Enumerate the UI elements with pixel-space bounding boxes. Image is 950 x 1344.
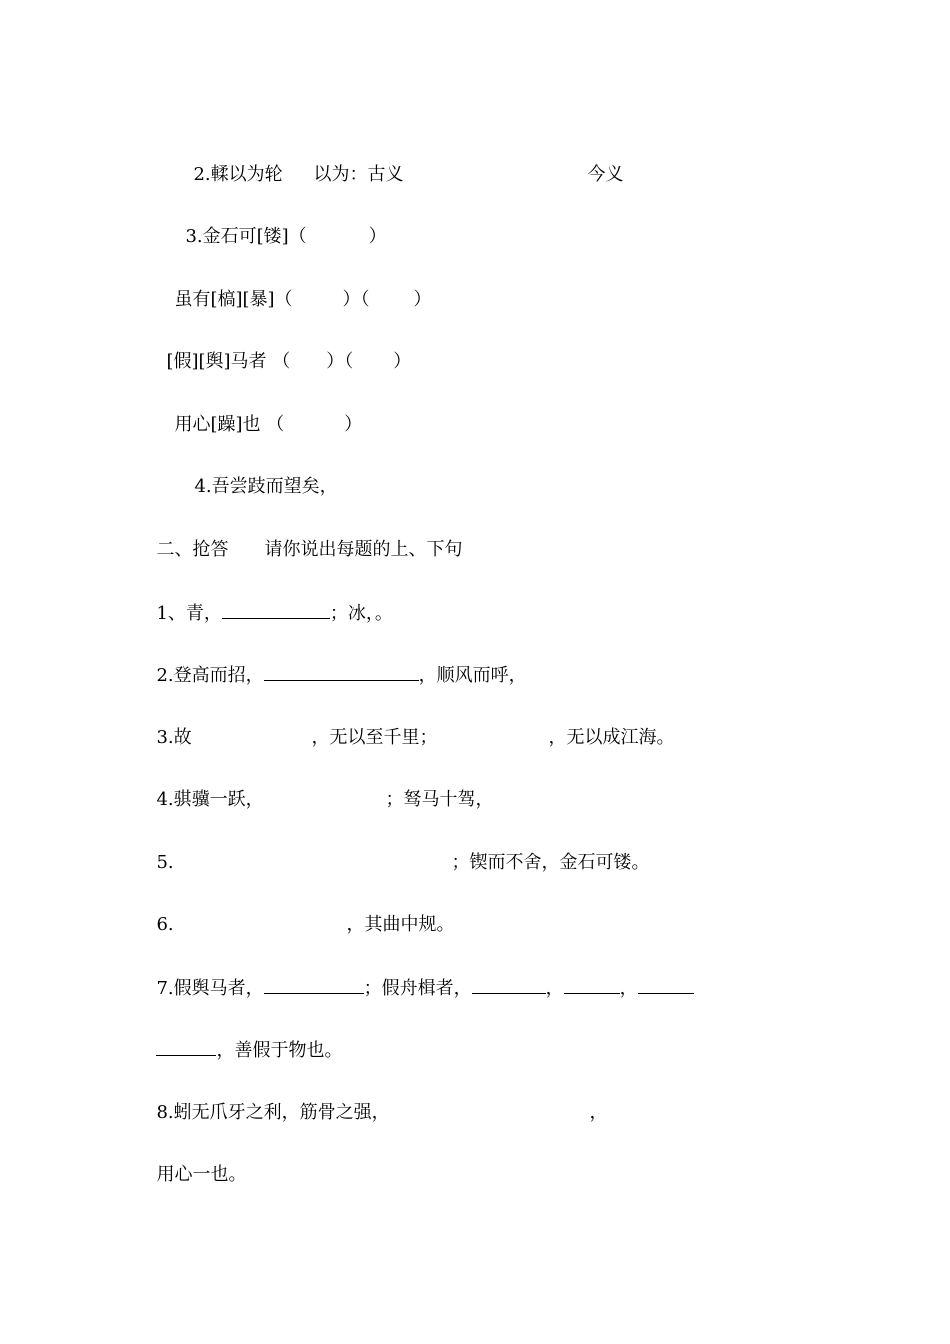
fill-blank[interactable] — [264, 976, 364, 994]
q2-gloss-label: 以为：古义 — [313, 164, 404, 185]
fill-blank[interactable] — [222, 601, 330, 619]
s2-q7-cont: ，善假于物也。 — [145, 1014, 342, 1038]
s2-q6-end: ，其曲中规。 — [346, 914, 455, 935]
q3-line-b: 虽有[槁][暴]（ ）（ ） — [174, 289, 432, 310]
s2-q2: 2.登高而招， ，顺风而呼， — [156, 665, 527, 686]
s2-q3-end: ，无以成江海。 — [548, 727, 675, 748]
s2-q7: 7.假舆马者， ；假舟楫者， ， ， — [145, 952, 694, 976]
s2-q8-cont: 用心一也。 — [156, 1164, 247, 1185]
s2-q4-end: ；驽马十驾， — [385, 789, 494, 810]
s2-q8: 8.蚓无爪牙之利，筋骨之强， — [156, 1102, 390, 1123]
q3-line-d: 用心[躁]也 （ ） — [174, 414, 363, 435]
s2-q1: 1、青， ；冰，。 — [156, 603, 393, 624]
q2-question: 2.輮以为轮 — [193, 164, 283, 185]
fill-blank[interactable] — [638, 976, 694, 994]
s2-q3-mid: ，无以至千里； — [311, 727, 438, 748]
fill-blank[interactable] — [472, 976, 546, 994]
q4-line: 4.吾尝跂而望矣， — [194, 476, 338, 497]
s2-q3: 3.故 — [156, 727, 192, 748]
section2-instruction: 请你说出每题的上、下句 — [264, 539, 463, 560]
s2-q4: 4.骐骥一跃， — [156, 789, 264, 810]
fill-blank[interactable] — [156, 1038, 216, 1056]
q2-line — [182, 139, 283, 185]
section2-heading: 二、抢答 — [156, 539, 229, 560]
q3-line-a: 3.金石可[镂]（ ） — [185, 226, 387, 247]
s2-q6: 6. — [156, 914, 174, 935]
q3-line-c: [假][舆]马者 （ ）（ ） — [166, 351, 412, 372]
fill-blank[interactable] — [264, 663, 419, 681]
fill-blank[interactable] — [564, 976, 620, 994]
s2-q8-comma: ， — [589, 1102, 608, 1123]
q2-modern-label: 今义 — [587, 164, 624, 185]
s2-q5: 5. — [156, 852, 174, 873]
s2-q5-end: ；锲而不舍，金石可镂。 — [451, 852, 650, 873]
